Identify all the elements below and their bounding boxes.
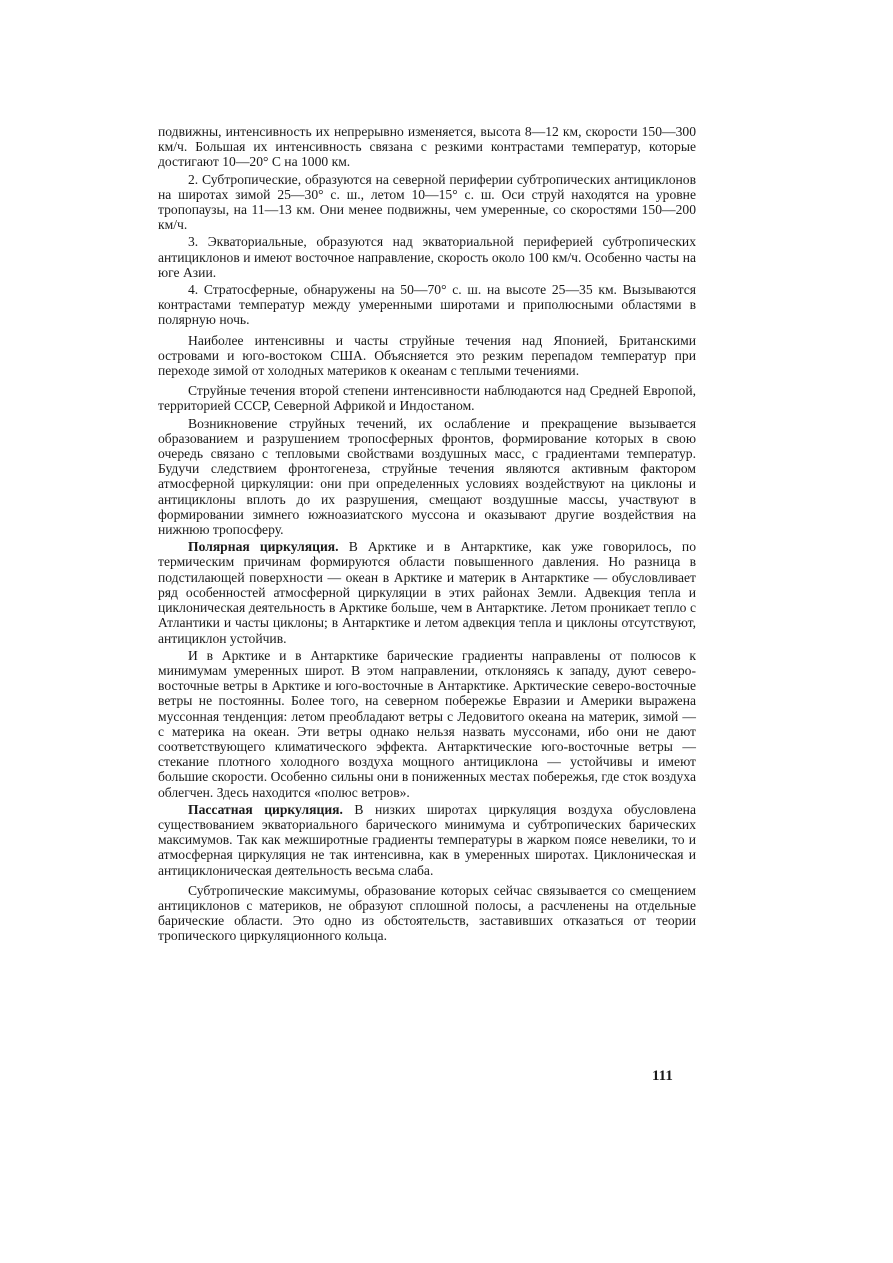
- paragraph-trade-circulation-text: В низких широтах циркуляция воздуха обусловлена существованием экваториального барического минимума и субтропических барических максимумов. Так как межширотные градиенты температуры в жарком поясе невелики, то и атмосферная циркуляция не так интенсивна, как в умеренных широтах. Циклоническая и антициклоническая деятельность весьма слаба.: [158, 801, 696, 878]
- paragraph-jet-origin: Возникновение струйных течений, их ослабление и прекращение вызывается образованием и разрушением тропосферных фронтов, формирование которых в свою очередь связано с тепловыми свойствами воздушных масс, с градиентами температур. Будучи следствием фронтогенеза, струйные течения являются активным фактором атмосферной циркуляции: они при определенных условиях воздействуют на циклоны и антициклоны вплоть до их разрушения, смещают воздушные массы, участвуют в формировании зимнего южноазиатского муссона и оказывают другие воздействия на нижнюю тропосферу.: [158, 415, 696, 538]
- paragraph-jet-moderate-tail: подвижны, интенсивность их непрерывно изменяется, высота 8—12 км, скорости 150—300 км/ч. Большая их интенсивность связана с резкими контрастами температур, которые достигают 10—20° С на 1000 км.: [158, 124, 696, 170]
- paragraph-polar-circulation: [158, 539, 696, 645]
- paragraph-second-degree-jets: Струйные течения второй степени интенсивности наблюдаются над Средней Европой, территорией СССР, Северной Африкой и Индостаном.: [158, 383, 696, 414]
- page-number: 111: [652, 1068, 673, 1084]
- paragraph-equatorial-jets: 3. Экваториальные, образуются над экваториальной периферией субтропических антициклонов и имеют восточное направление, скорость около 100 км/ч. Особенно часты на юге Азии.: [158, 234, 696, 280]
- heading-trade-circulation: Пассатная циркуляция.: [188, 801, 343, 817]
- paragraph-subtropical-jets: 2. Субтропические, образуются на северной периферии субтропических антициклонов на широтах зимой 25—30° с. ш., летом 10—15° с. ш. Оси струй находятся на уровне тропопаузы, на 11—13 км. Они менее подвижны, чем умеренные, со скоростями 150—200 км/ч.: [158, 171, 696, 233]
- paragraph-trade-circulation: [158, 802, 696, 878]
- paragraph-subtropical-maxima: Субтропические максимумы, образование которых сейчас связывается со смещением антициклонов с материков, не образуют сплошной полосы, а расчленены на отдельные барические области. Это одно из обстоятельств, заставивших отказаться от теории тропического циркуляционного кольца.: [158, 882, 696, 944]
- heading-polar-circulation: Полярная циркуляция.: [188, 539, 339, 555]
- page-body: [158, 124, 696, 946]
- paragraph-pressure-gradients: И в Арктике и в Антарктике барические градиенты направлены от полюсов к минимумам умеренных широт. В этом направлении, отклоняясь к западу, дуют северо-восточные ветры в Арктике и юго-восточные в Антарктике. Арктические северо-восточные ветры не постоянны. Более того, на северном побережье Евразии и Америки выражена муссонная тенденция: летом преобладают ветры с Ледовитого океана на материк, зимой — с материка на океан. Эти ветры однако нельзя назвать муссонами, ибо они не дают соответствующего климатического эффекта. Антарктические юго-восточные ветры — стекание плотного холодного воздуха мощного антициклона — устойчивы и имеют большие скорости. Особенно сильны они в пониженных местах побережья, где сток воздуха облегчен. Здесь находится «полюс ветров».: [158, 647, 696, 800]
- paragraph-polar-circulation-text: В Арктике и в Антарктике, как уже говорилось, по термическим причинам формируются области повышенного давления. Но разница в подстилающей поверхности — океан в Арктике и материк в Антарктике — обусловливает ряд особенностей атмосферной циркуляции в этих районах Земли. Адвекция тепла и циклоническая деятельность в Арктике больше, чем в Антарктике. Летом проникает тепло с Атлантики и часты циклоны; в Антарктике и летом адвекция тепла и циклоны отсутствуют, антициклон устойчив.: [158, 539, 697, 646]
- paragraph-most-intense-jets: Наиболее интенсивны и часты струйные течения над Японией, Британскими островами и юго-востоком США. Объясняется это резким перепадом температур при переходе зимой от холодных материков к океанам с теплыми течениями.: [158, 332, 696, 379]
- paragraph-stratospheric-jets: 4. Стратосферные, обнаружены на 50—70° с. ш. на высоте 25—35 км. Вызываются контрастами температур между умеренными широтами и приполюсными областями в полярную ночь.: [158, 282, 696, 328]
